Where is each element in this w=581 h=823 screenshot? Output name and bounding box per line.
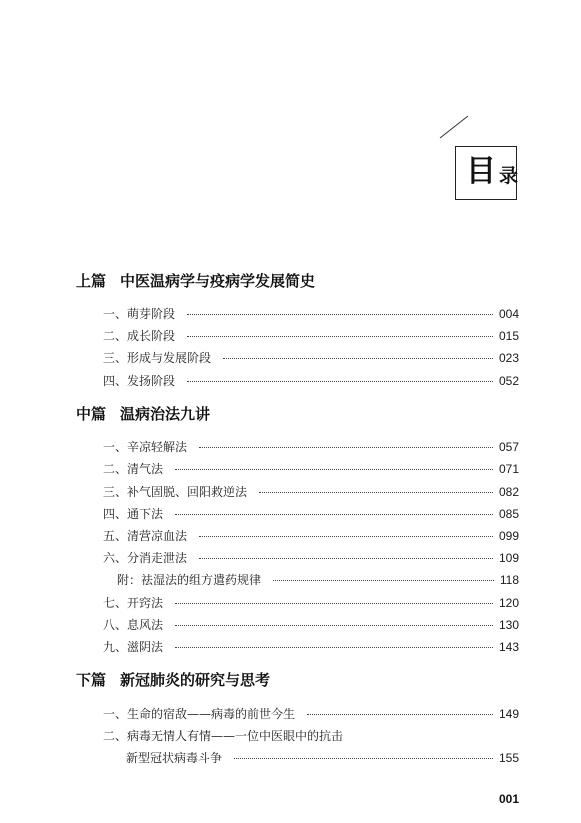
entry-page: 099 — [498, 529, 519, 543]
toc-entry[interactable] — [103, 484, 519, 500]
entry-label: 四、通下法 — [103, 507, 164, 521]
entry-label: 五、清营凉血法 — [103, 529, 188, 543]
entry-page: 071 — [498, 462, 519, 476]
entry-page: 023 — [498, 351, 519, 365]
section-heading-part1 — [76, 272, 315, 290]
entry-label: 八、息风法 — [103, 618, 164, 632]
toc-entry[interactable] — [103, 306, 519, 322]
entry-page: 109 — [498, 551, 519, 565]
dot-leader — [259, 492, 493, 493]
dot-leader — [307, 714, 493, 715]
entry-label: 附：祛湿法的组方遣药规律 — [117, 573, 262, 587]
toc-entry[interactable] — [103, 617, 519, 633]
dot-leader — [187, 314, 493, 315]
dot-leader — [199, 447, 493, 448]
toc-entry[interactable] — [103, 706, 519, 722]
section-label: 上篇 — [76, 272, 107, 290]
dot-leader — [273, 580, 494, 581]
entry-label: 一、萌芽阶段 — [103, 307, 176, 321]
entry-page: 149 — [498, 707, 519, 721]
toc-title-char-2: 录 — [499, 165, 519, 187]
toc-entry[interactable] — [103, 439, 519, 455]
toc-entry[interactable] — [103, 639, 519, 655]
entry-label: 三、形成与发展阶段 — [103, 351, 212, 365]
toc-entry-appendix[interactable] — [117, 572, 519, 588]
section-label: 中篇 — [76, 405, 107, 423]
toc-entry[interactable] — [103, 506, 519, 522]
entry-page: 118 — [499, 573, 519, 587]
entry-label: 七、开窍法 — [103, 596, 164, 610]
entry-page: 004 — [498, 307, 519, 321]
dot-leader — [199, 536, 493, 537]
toc-entry[interactable] — [103, 328, 519, 344]
entry-page: 052 — [498, 374, 519, 388]
entry-label: 九、滋阴法 — [103, 640, 164, 654]
dot-leader — [175, 625, 493, 626]
section-title: 温病治法九讲 — [120, 405, 211, 423]
dot-leader — [223, 358, 493, 359]
entry-label: 二、成长阶段 — [103, 329, 176, 343]
section-heading-part3 — [76, 671, 270, 689]
toc-entry[interactable] — [103, 528, 519, 544]
section-heading-part2 — [76, 405, 210, 423]
dot-leader — [234, 758, 493, 759]
toc-entry-continuation[interactable] — [126, 750, 519, 766]
dot-leader — [199, 558, 493, 559]
dot-leader — [187, 336, 493, 337]
entry-page: 143 — [498, 640, 519, 654]
entry-label: 二、清气法 — [103, 462, 164, 476]
entry-page: 082 — [498, 485, 519, 499]
decorative-slash — [438, 114, 470, 140]
entry-label: 六、分消走泄法 — [103, 551, 188, 565]
entry-page: 015 — [498, 329, 519, 343]
dot-leader — [175, 647, 493, 648]
entry-page: 120 — [498, 596, 519, 610]
page-number: 001 — [498, 792, 519, 806]
dot-leader — [175, 469, 493, 470]
entry-label: 三、补气固脱、回阳救逆法 — [103, 485, 248, 499]
entry-label: 二、病毒无情人有情——一位中医眼中的抗击 — [103, 729, 344, 743]
toc-entry[interactable] — [103, 595, 519, 611]
toc-entry[interactable] — [103, 350, 519, 366]
entry-page: 130 — [498, 618, 519, 632]
dot-leader — [187, 381, 493, 382]
dot-leader — [175, 603, 493, 604]
toc-entry[interactable] — [103, 461, 519, 477]
entry-page: 057 — [498, 440, 519, 454]
toc-entry[interactable] — [103, 373, 519, 389]
entry-page: 085 — [498, 507, 519, 521]
toc-title-char-1: 目 — [466, 154, 496, 189]
section-label: 下篇 — [76, 671, 107, 689]
entry-page: 155 — [498, 751, 519, 765]
entry-label: 一、辛凉轻解法 — [103, 440, 188, 454]
toc-entry[interactable] — [103, 550, 519, 566]
section-title: 中医温病学与疫病学发展简史 — [120, 272, 316, 290]
section-title: 新冠肺炎的研究与思考 — [120, 671, 271, 689]
entry-label: 新型冠状病毒斗争 — [126, 751, 223, 765]
dot-leader — [175, 514, 493, 515]
entry-label: 一、生命的宿敌——病毒的前世今生 — [103, 707, 296, 721]
entry-label: 四、发扬阶段 — [103, 374, 176, 388]
toc-entry-multiline[interactable] — [103, 728, 343, 744]
